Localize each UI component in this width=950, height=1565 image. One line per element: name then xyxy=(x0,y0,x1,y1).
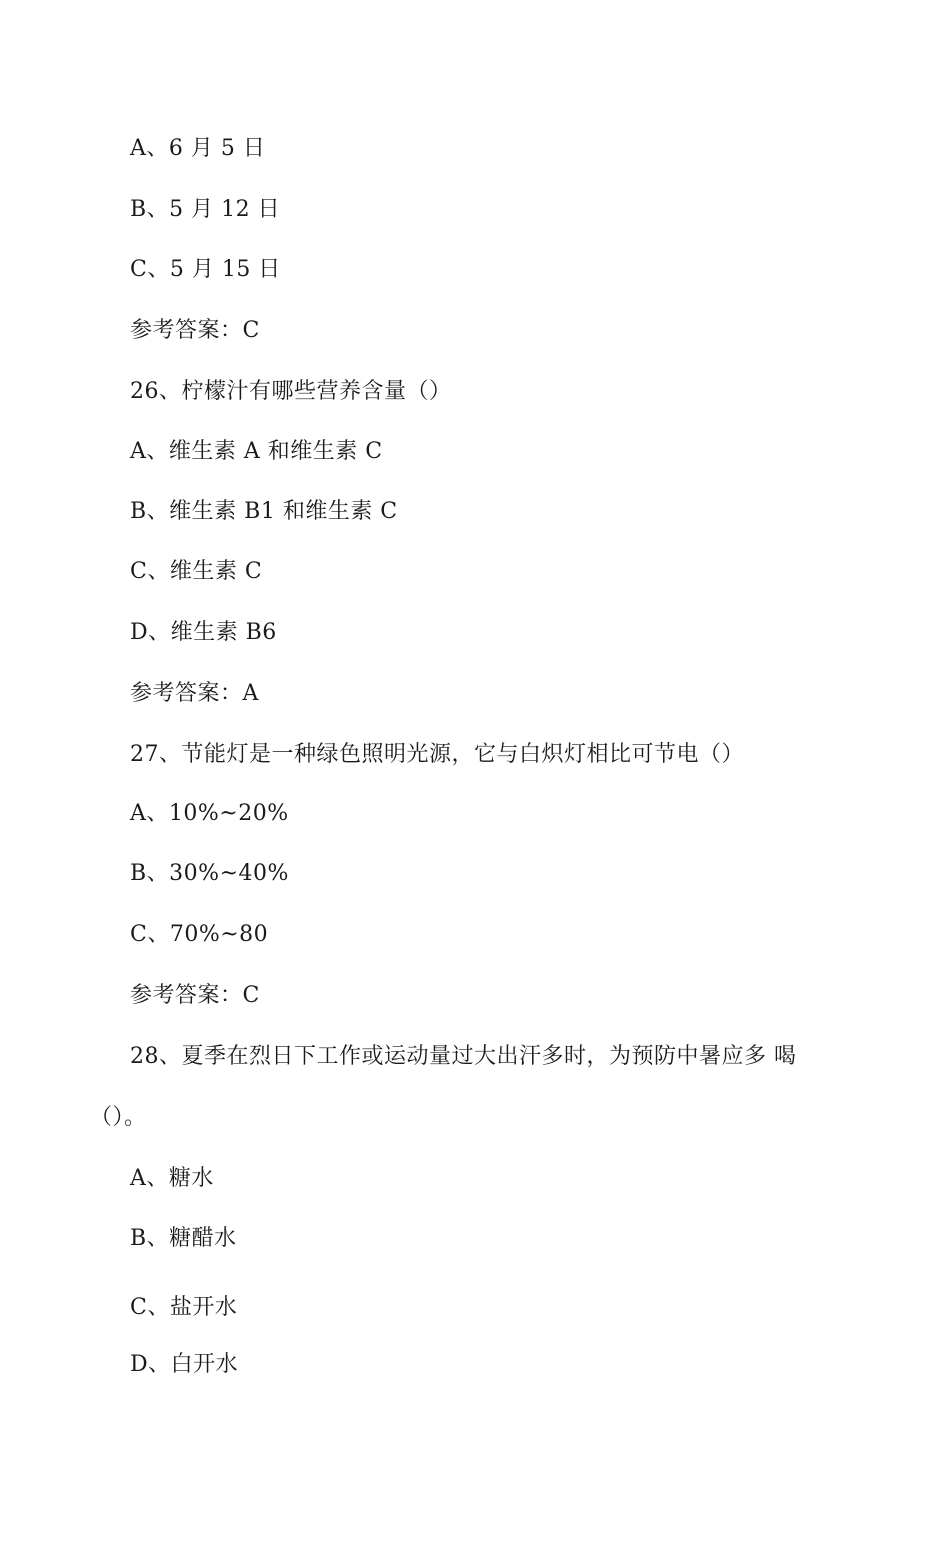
q26-question: 26、柠檬汁有哪些营养含量（） xyxy=(130,379,452,404)
q28-question-line2: （）。 xyxy=(90,1105,147,1130)
q25-option-a: A、6 月 5 日 xyxy=(130,136,266,161)
q25-option-c: C、5 月 15 日 xyxy=(130,257,281,282)
q26-option-b: B、维生素 B1 和维生素 C xyxy=(130,499,398,524)
q28-option-d: D、白开水 xyxy=(130,1352,239,1377)
q28-option-b: B、糖醋水 xyxy=(130,1226,237,1251)
q27-option-b: B、30%~40% xyxy=(130,861,289,886)
q26-option-c: C、维生素 C xyxy=(130,559,263,584)
q27-question: 27、节能灯是一种绿色照明光源，它与白炽灯相比可节电（） xyxy=(130,742,744,767)
q26-answer: 参考答案：A xyxy=(130,681,259,706)
q26-option-a: A、维生素 A 和维生素 C xyxy=(130,439,383,464)
q28-option-c: C、盐开水 xyxy=(130,1295,238,1320)
q28-option-a: A、糖水 xyxy=(130,1166,214,1191)
q25-answer: 参考答案：C xyxy=(130,318,260,343)
q27-option-c: C、70%~80 xyxy=(130,922,269,947)
q28-question-line1: 28、夏季在烈日下工作或运动量过大出汗多时，为预防中暑应多 喝 xyxy=(130,1044,797,1069)
q25-option-b: B、5 月 12 日 xyxy=(130,197,281,222)
q27-option-a: A、10%~20% xyxy=(130,801,289,826)
q26-option-d: D、维生素 B6 xyxy=(130,620,277,645)
q27-answer: 参考答案：C xyxy=(130,983,260,1008)
